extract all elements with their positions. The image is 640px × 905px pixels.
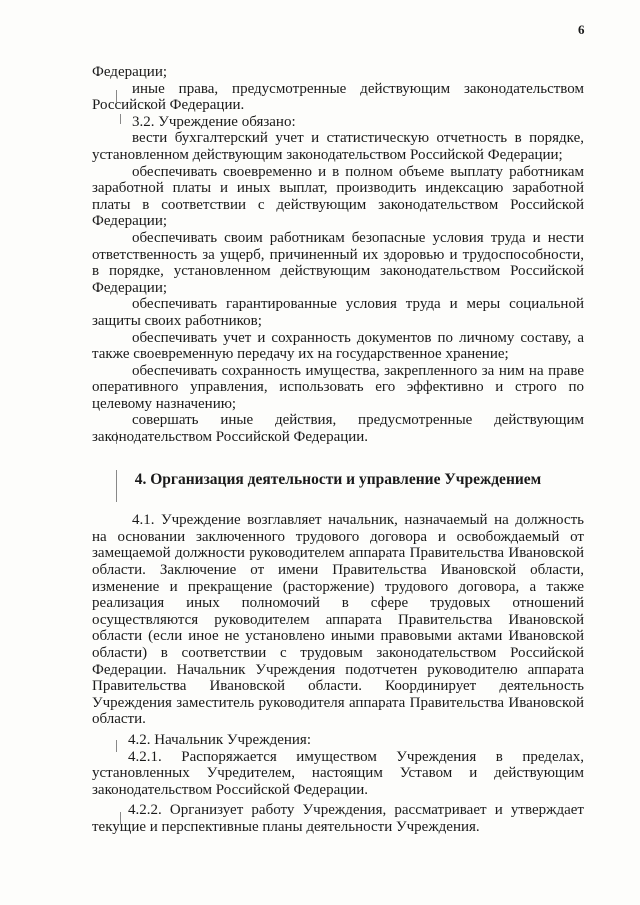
- paragraph: иные права, предусмотренные действующим законодательством Российской Федерации.: [92, 80, 584, 114]
- paragraphs-before: [92, 64, 584, 446]
- paragraph: 4.2.2. Организует работу Учреждения, рассматривает и утверждает текущие и перспективные планы деятельности Учреждения.: [92, 802, 584, 835]
- paragraph: обеспечивать своевременно и в полном объеме выплату работникам заработной платы и иных выплат, производить индексацию заработной платы в соответствии с действующим законодательством Российской Федерации;: [92, 163, 584, 230]
- paragraph: 4.2.1. Распоряжается имуществом Учреждения в пределах, установленных Учредителем, настоящим Уставом и действующим законодательством Российской Федерации.: [92, 748, 584, 798]
- paragraph: 4.2. Начальник Учреждения:: [128, 731, 311, 748]
- paragraph: обеспечивать своим работникам безопасные условия труда и нести ответственность за ущерб, причиненный их здоровью и трудоспособности, в порядке, установленном действующим законодательством Российской Федерации;: [92, 229, 584, 296]
- section-heading: 4. Организация деятельности и управление Учреждением: [134, 470, 542, 488]
- paragraph: совершать иные действия, предусмотренные действующим законодательством Российской Федерации.: [92, 412, 584, 446]
- paragraph: обеспечивать гарантированные условия труда и меры социальной защиты своих работников;: [92, 296, 584, 329]
- paragraph: обеспечивать сохранность имущества, закрепленного за ним на праве оперативного управления, использовать его эффективно и строго по целевому назначению;: [92, 362, 584, 412]
- paragraphs-after: [92, 512, 584, 835]
- paragraph: 4.1. Учреждение возглавляет начальник, назначаемый на должность на основании заключенного трудового договора и освобождаемый от замещаемой должности руководителем аппарата Правительства Ивановской области. Заключение от имени Правительства Ивановской области, изменение и прекращение (расторжение) трудового договора, а также реализация иных полномочий в сфере трудовых отношений осуществляются руководителем аппарата Правительства Ивановской области (если иное не установлено иными правовыми актами Ивановской области) в соответствии с трудовым законодательством Российской Федерации. Начальник Учреждения подотчетен руководителю аппарата Правительства Ивановской области. Координирует деятельность Учреждения заместитель руководителя аппарата Правительства Ивановской области.: [92, 512, 584, 728]
- paragraph: 3.2. Учреждение обязано:: [132, 113, 296, 130]
- paragraph: вести бухгалтерский учет и статистическую отчетность в порядке, установленном действующим законодательством Российской Федерации;: [92, 130, 584, 163]
- document-body: [92, 64, 584, 836]
- paragraph: обеспечивать учет и сохранность документов по личному составу, а также своевременную передачу их на государственное хранение;: [92, 329, 584, 363]
- paragraph: Федерации;: [92, 64, 168, 80]
- page-number: 6: [578, 22, 585, 37]
